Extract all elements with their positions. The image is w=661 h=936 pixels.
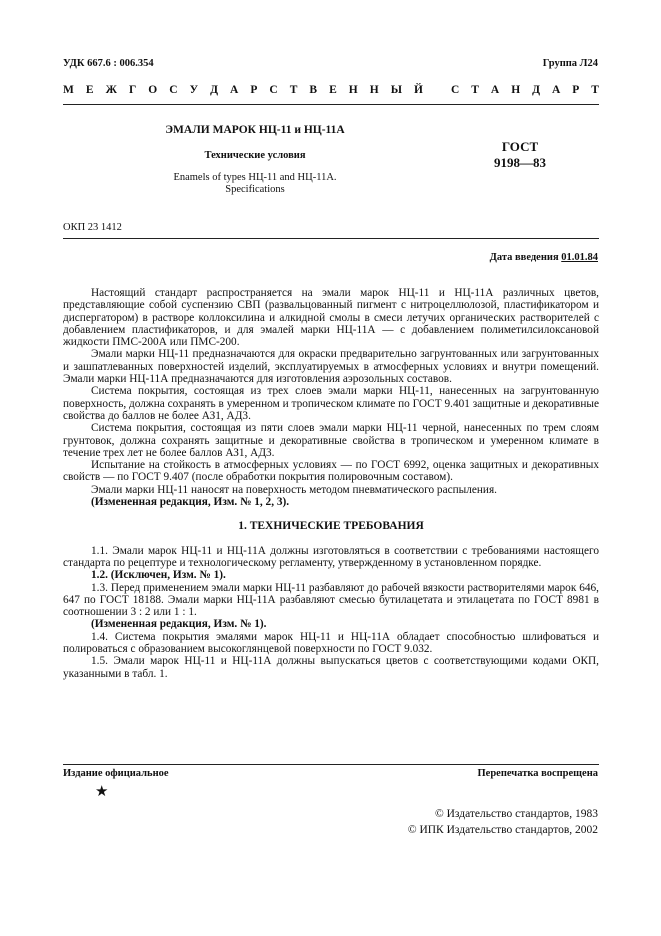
okp-rule [63,238,599,239]
paragraph-testing: Испытание на стойкость в атмосферных условиях — по ГОСТ 6992, оценка защитных и декоративных свойств — по ГОСТ 9.407 (после обработки покрытия полировочным составом). [63,459,599,484]
english-title [150,172,360,196]
banner-letter: С [169,84,178,96]
copyright-2002: © ИПК Издательство стандартов, 2002 [407,824,598,836]
banner-letter: Г [128,84,137,96]
banner-letter: А [552,84,561,96]
english-title-line1: Enamels of types НЦ-11 and НЦ-11А. [173,172,337,183]
banner-letter: Т [471,84,479,96]
paragraph-application: Эмали марки НЦ-11 наносят на поверхность методом пневматического распыления. [91,483,497,496]
banner-letter: Т [289,84,298,96]
amendment-note-1-3: (Измененная редакция, Изм. № 1). [91,618,267,631]
banner-letter: О [148,84,158,96]
clause-1-1: 1.1. Эмали марок НЦ-11 и НЦ-11А должны изготовляться в соответствии с требованиями настоящего стандарта по рецептуре и технологическому регламенту, утвержденному в установленном порядке. [63,544,599,569]
banner-letter: Е [85,84,94,96]
paragraph-scope: Настоящий стандарт распространяется на эмали марок НЦ-11 и НЦ-11А различных цветов, представляющие собой суспензию СВП (развальцованный пигмент с нитроцеллюлозой, пластификатором и диспергатором) в растворе коллоксилина и алкидной смолы в смеси летучих органических растворителей с добавлением пластификаторов, и для эмалей марки НЦ-11А — с добавлением полиметилсилоксановой жидкости ПМС-200А или ПМС-200. [63,287,599,349]
document-body [63,287,599,680]
banner-word-1 [63,84,423,96]
clause-1-3: 1.3. Перед применением эмали марки НЦ-11 разбавляют до рабочей вязкости растворителями марок 646, 647 по ГОСТ 18188. Эмали марки НЦ-11А разбавляют смесью бутилацетата и этилацетата по ГОСТ 8981 в соотношении 3 : 2 или 1 : 1. [63,581,599,619]
paragraph-purpose: Эмали марки НЦ-11 предназначаются для окраски предварительно загрунтованных или загрунтованных и зашпатлеванных поверхностей изделий, эксплуатируемых в атмосферных условиях и внутри помещений. Эмали марки НЦ-11А предназначаются для изготовления аэрозольных составов. [63,348,599,386]
gost-number [470,139,570,171]
banner-letter: Р [572,84,580,96]
banner-letter: А [230,84,239,96]
gost-label: ГОСТ [501,139,539,154]
document-title: ЭМАЛИ МАРОК НЦ-11 и НЦ-11А [165,124,345,136]
udk-code: УДК 667.6 : 006.354 [63,58,154,69]
copyright [408,806,598,838]
reprint-prohibited: Перепечатка воспрещена [477,768,598,779]
official-edition: Издание официальное [63,768,169,779]
english-title-line2: Specifications [225,184,285,195]
header-rule [63,104,599,105]
banner-letter: Н [348,84,358,96]
introduction-date [490,252,598,263]
clause-1-5: 1.5. Эмали марок НЦ-11 и НЦ-11А должны выпускаться цветов с соответствующими кодами ОКП, указанными в табл. 1. [63,655,599,680]
date-label: Дата введения [489,252,562,263]
banner-letter: Й [414,84,423,96]
gost-code: 9198—83 [494,155,546,170]
state-standard-banner [63,84,599,96]
okp-code: ОКП 23 1412 [63,222,122,233]
amendment-note: (Измененная редакция, Изм. № 1, 2, 3). [91,496,290,509]
document-subtitle: Технические условия [204,150,306,161]
copyright-1983: © Издательство стандартов, 1983 [434,808,598,820]
banner-letter: Д [210,84,218,96]
banner-letter: Н [511,84,521,96]
paragraph-five-layer: Система покрытия, состоящая из пяти слоев эмали марки НЦ-11 черной, нанесенных по трем слоям грунтовок, должна сохранять защитные и декоративные свойства в тропическом и умеренном климате в течение трех лет не более баллов АЗ1, АД3. [63,422,599,459]
footer-rule [63,764,599,765]
banner-letter: С [451,84,460,96]
paragraph-three-layer: Система покрытия, состоящая из трех слоев эмали марки НЦ-11, нанесенных на загрунтованную поверхность, должна сохранять в умеренном и тропическом климате по ГОСТ 9.401 защитные и декоративные свойства до баллов не более АЗ1, АД3. [63,385,599,422]
banner-letter: Т [591,84,599,96]
banner-letter: Д [532,84,541,96]
banner-letter: В [309,84,318,96]
banner-letter: Н [369,84,379,96]
section-title: 1. ТЕХНИЧЕСКИЕ ТРЕБОВАНИЯ [238,520,424,533]
banner-letter: У [189,84,199,96]
star-icon: ★ [95,784,109,800]
banner-letter: Р [250,84,258,96]
group-code: Группа Л24 [542,58,598,69]
clause-1-2: 1.2. (Исключен, Изм. № 1). [91,569,226,582]
banner-letter: М [63,84,74,96]
banner-letter: Ы [390,84,402,96]
banner-letter: С [269,84,278,96]
banner-word-2 [451,84,599,96]
banner-letter: Е [329,84,337,96]
banner-letter: Ж [105,84,117,96]
banner-letter: А [490,84,500,96]
date-value: 01.01.84 [561,252,598,263]
clause-1-4: 1.4. Система покрытия эмалями марок НЦ-11 и НЦ-11А обладает способностью шлифоваться и полироваться с образованием высокоглянцевой поверхности по ГОСТ 9.032. [63,630,599,656]
